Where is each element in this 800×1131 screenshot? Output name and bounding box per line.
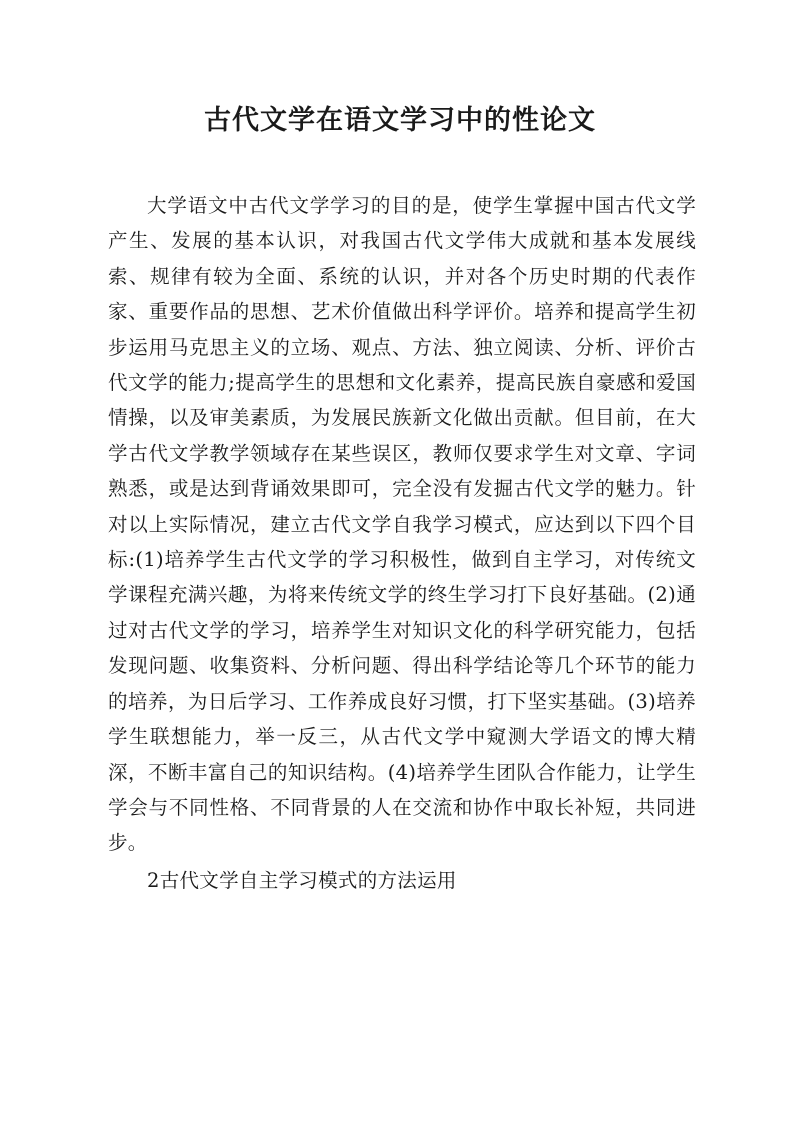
body-paragraph: 大学语文中古代文学学习的目的是，使学生掌握中国古代文学产生、发展的基本认识，对我国古代文学伟大成就和基本发展线索、规律有较为全面、系统的认识，并对各个历史时期的代表作家、重要作品的思想、艺术价值做出科学评价。培养和提高学生初步运用马克思主义的立场、观点、方法、独立阅读、分析、评价古代文学的能力;提高学生的思想和文化素养，提高民族自豪感和爱国情操，以及审美素质，为发展民族新文化做出贡献。但目前，在大学古代文学教学领域存在某些误区，教师仅要求学生对文章、字词熟悉，或是达到背诵效果即可，完全没有发掘古代文学的魅力。针对以上实际情况，建立古代文学自我学习模式，应达到以下四个目标:(1)培养学生古代文学的学习积极性，做到自主学习，对传统文学课程充满兴趣，为将来传统文学的终生学习打下良好基础。(2)通过对古代文学的学习，培养学生对知识文化的科学研究能力，包括发现问题、收集资料、分析问题、得出科学结论等几个环节的能力的培养，为日后学习、工作养成良好习惯，打下坚实基础。(3)培养学生联想能力，举一反三，从古代文学中窥测大学语文的博大精深，不断丰富自己的知识结构。(4)培养学生团队合作能力，让学生学会与不同性格、不同背景的人在交流和协作中取长补短，共同进步。 [108,194,696,855]
document-body [108,188,696,898]
section-heading: 2古代文学自主学习模式的方法运用 [147,868,457,892]
document-title: 古代文学在语文学习中的性论文 [204,105,596,136]
